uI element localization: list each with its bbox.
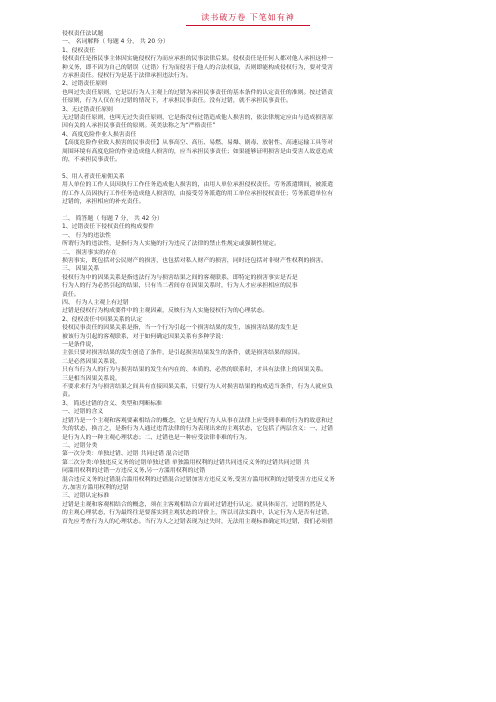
document-line: 是行为人的一种主观心理状态；二、过错也是一种应受法律非难的行为。 xyxy=(62,434,251,441)
document-line: 4、高度危险作业人损害责任 xyxy=(62,131,137,138)
document-line: 因有关的人承担民事责任的原则。英美法称之为“严格责任” xyxy=(62,123,216,130)
document-line: 1、侵权责任 xyxy=(62,47,96,54)
document-line: 也叫过失责任原则，它是以行为人主观上的过错为承担民事责任的基本条件的认定责任的准则。按过错责 xyxy=(62,89,333,96)
document-line: 任原则，行为人仅在有过错的情况下，才承担民事责任。没有过错，就不承担民事责任。 xyxy=(62,98,292,105)
document-line: 行为人的行为必然引起的结果，只有当二者间存在因果关系时，行为人才应承担相应的民事 xyxy=(62,283,298,290)
document-line: 第二次分类:单独违反义务的过错单独过错 单独滥用权利的过错共同违反义务的过错共同过错 共 xyxy=(62,459,310,466)
document-line: 方承担责任。侵权行为是基于法律承担违法行为。 xyxy=(62,73,192,80)
document-line: 过错乃是一个主观和客观要素相结合的概念，它是支配行为人从事在法律上应受到非难的行为的故意和过 xyxy=(62,417,333,424)
document-line xyxy=(62,165,462,173)
document-line: 侵权责任是指民事主体因实施侵权行为而应承担的民事法律后果。侵权责任是任何人都对他人承担这样一 xyxy=(62,56,333,63)
document-line: 责。 xyxy=(62,392,74,399)
document-line: 一、过错的含义 xyxy=(62,409,104,416)
document-line: 2、侵权责任中因果关系的认定 xyxy=(62,316,143,323)
document-lines xyxy=(62,38,462,526)
document-line: 被该行为引起的客观联系，对于如何确定因果关系有多种学说： xyxy=(62,333,227,340)
document-line: 5、用人者责任雇佣关系 xyxy=(62,173,125,180)
document-line: 只有当行为人的行为与损害结果的发生有内在的、本质的、必然的联系时，才具有法律上的因果关系。 xyxy=(62,367,328,374)
document-line: 二、 损害事实的存在 xyxy=(62,249,117,256)
document-line: 失的状态，换言之，是指行为人通过违背法律的行为表现出来的主观状态，它包括了两层含义：一、过错 xyxy=(62,426,333,433)
document-line: 责任。 xyxy=(62,291,80,298)
document-line: 三、 因果关系 xyxy=(62,266,100,273)
document-line: 一是条件说， xyxy=(62,342,98,349)
document-line: 所谓行为的违法性，是指行为人实施的行为违反了法律的禁止性规定或强制性规定。 xyxy=(62,241,280,248)
document-line: 3、 简述过错的含义、类型和判断标准 xyxy=(62,400,162,407)
document-line: 侵权行为中的因果关系是指违法行为与损害结果之间的客观联系，即特定的损害事实是否是 xyxy=(62,274,298,281)
document-line: 一、 名词解释（ 每题 4 分， 共 20 分） xyxy=(62,39,169,46)
document-line: 三是相当因果关系说， xyxy=(62,375,121,382)
document-line: 主张只要对损害结果的发生创造了条件，是引起损害结果发生的条件，就是损害结果的原因。 xyxy=(62,350,304,357)
document-line: 过错的，承担相应的补充责任。 xyxy=(62,199,145,206)
document-line: 【高度危险作业致人损害的民事责任】从事高空、高压、易燃、易爆、剧毒、放射性、高速运输工具等对 xyxy=(62,140,333,147)
document-line: 第一次分类：单独过错、过错 共同过错 混合过错 xyxy=(62,451,190,458)
document-line: 不要求求行为与损害结果之间具有直接因果关系，只要行为人对损害结果的构成适当条件，行为人就应负 xyxy=(62,384,333,391)
document-line: 2、过错责任原则 xyxy=(62,81,107,88)
document-line: 周围环境有高度危险的作业造成他人损害的，应当承担民事责任；如果能够证明损害是由受害人故意造成 xyxy=(62,148,333,155)
document-line: 过错是侵权行为构成要件中的主观因素，反映行为人实施侵权行为的心理状态。 xyxy=(62,308,269,315)
document-line: 方,加害方滥用权利的过错 xyxy=(62,484,129,491)
document-line: 损害事实，既包括对公民财产的损害，也包括对私人财产的损害，同时还包括对非财产性权利的损害。 xyxy=(62,257,328,264)
document-line: 二、过错分类 xyxy=(62,442,98,449)
document-line: 四、 行为人主观上有过错 xyxy=(62,300,129,306)
document-line: 种义务，即不因为自己的错误（过错）行为而侵害于他人的合法权益，否则即能构成侵权行为，要对受害 xyxy=(62,64,333,71)
page-header xyxy=(0,12,496,26)
document-line: 3、无过错责任原则 xyxy=(62,106,113,113)
document-line: 用人单位的工作人员因执行工作任务造成他人损害的，由用人单位承担侵权责任。劳务派遣期间，被派遣 xyxy=(62,182,333,189)
document-line xyxy=(62,207,462,215)
document-title: 侵权责任法试题 xyxy=(62,31,104,37)
document-line: 侵权民事责任的因果关系是指，当一个行为引起一个损害结果的发生，该损害结果的发生是 xyxy=(62,325,298,332)
document-line: 无过错责任原则，也叫无过失责任原则，它是指没有过错造成他人损害的，依法律规定应由与造成损害原 xyxy=(62,115,333,122)
document-line: 首先应考查行为人的心理状态。当行为人之过错表现为过失时，无法用主观标准确定其过错，我们必须借 xyxy=(62,518,333,525)
document-line: 过错是主观和客观相结合的概念，须在主客观相结合方面对过错进行认定。就具体而言，过错的然是人 xyxy=(62,501,328,508)
document-line: 一、 行为的违法性 xyxy=(62,232,111,239)
document-line: 混合违反义务的过错混合滥用权利的过错混合过错加害方违反义务,受害方滥用权利的过错受害方违反义务 xyxy=(62,476,335,483)
document-line: 的主观心理状态，行为最终往是要落实到主观状态的评价上，所以司法实践中，认定行为人是否有过错， xyxy=(62,510,333,517)
header-title: 读书破万卷 下笔如有神 xyxy=(201,13,295,22)
document-body xyxy=(62,30,462,526)
document-line: 二是必然因果关系说， xyxy=(62,358,121,365)
document-line: 同滥用权利的过错一方违反义务,另一方滥用权利的过错 xyxy=(62,468,206,475)
document-line: 二、 简答题（ 每题 7 分， 共 42 分） xyxy=(62,215,163,222)
document-line: 的，不承担民事责任。 xyxy=(62,157,121,164)
document-line: 的工作人员因执行工作任务造成他人损害的，由接受劳务派遣的用工单位承担侵权责任；劳务派遣单位有 xyxy=(62,190,333,197)
document-line: 三、过错认定标准 xyxy=(62,493,110,500)
header-underline xyxy=(186,25,310,26)
document-line: 1、过错责任下侵权责任的构成要件 xyxy=(62,224,155,231)
